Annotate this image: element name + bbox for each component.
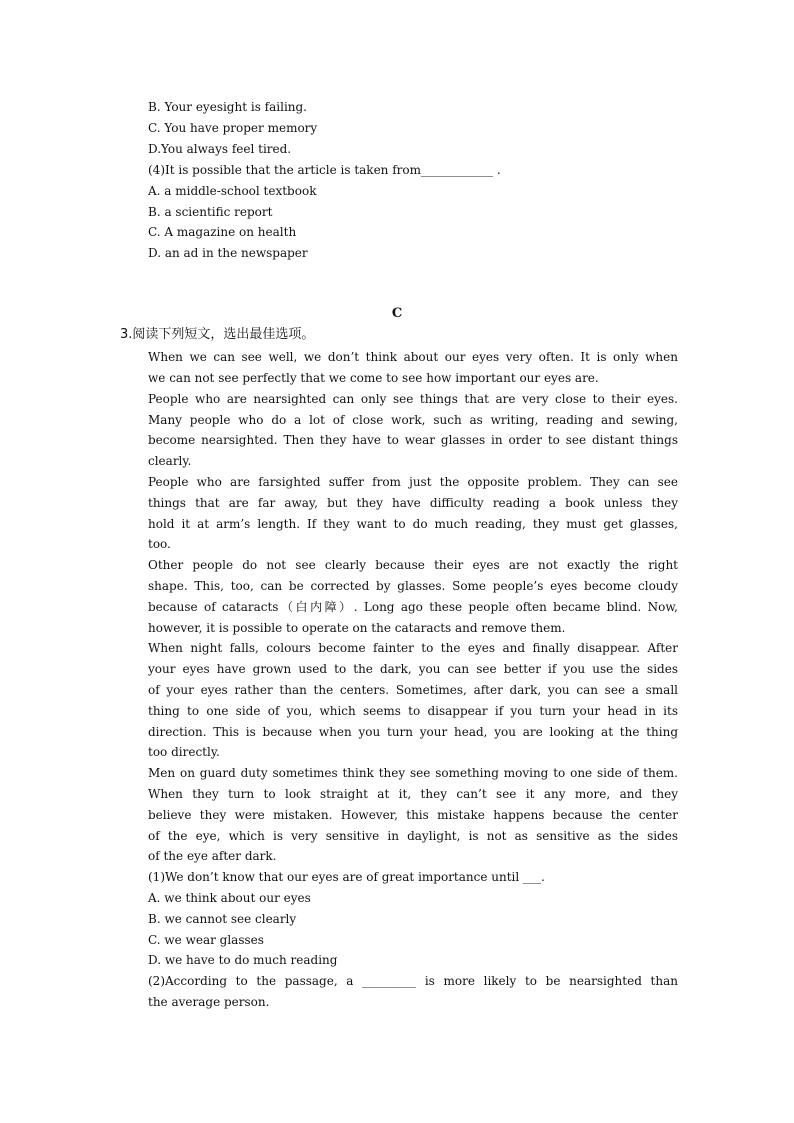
q1-option-c: C. we wear glasses — [148, 933, 264, 947]
passage-line: hold it at arm’s length. If they want to do much reading, they must get glasses, — [148, 517, 678, 531]
passage-line: of the eye after dark. — [148, 849, 277, 863]
passage-line: of the eye, which is very sensitive in daylight, is not as sensitive as the sides — [148, 829, 678, 843]
passage-line: however, it is possible to operate on the cataracts and remove them. — [148, 621, 566, 635]
q1-stem: (1)We don’t know that our eyes are of great importance until ___. — [148, 870, 545, 884]
prev-option-d: D.You always feel tired. — [148, 142, 292, 156]
passage-line: because of cataracts（白内障）. Long ago these people often became blind. Now, — [148, 600, 678, 614]
q2-stem: (2)According to the passage, a _________ is more likely to be nearsighted than — [148, 974, 678, 988]
q4-option-b: B. a scientific report — [148, 205, 273, 219]
passage-line: direction. This is because when you turn your head, you are looking at the thing — [148, 725, 678, 739]
passage-line: When night falls, colours become fainter to the eyes and finally disappear. After — [148, 641, 678, 655]
passage-line: clearly. — [148, 454, 192, 468]
q1-option-d: D. we have to do much reading — [148, 953, 338, 967]
passage-line: things that are far away, but they have difficulty reading a book unless they — [148, 496, 678, 510]
q4-option-c: C. A magazine on health — [148, 225, 297, 239]
passage-line: too. — [148, 537, 171, 551]
q1-option-a: A. we think about our eyes — [148, 891, 311, 905]
passage-line: too directly. — [148, 745, 220, 759]
passage-line: Other people do not see clearly because their eyes are not exactly the right — [148, 558, 678, 572]
passage-line: thing to one side of you, which seems to disappear if you turn your head in its — [148, 704, 678, 718]
passage-line: Many people who do a lot of close work, such as writing, reading and sewing, — [148, 413, 678, 427]
passage-line: shape. This, too, can be corrected by glasses. Some people’s eyes become cloudy — [148, 579, 678, 593]
passage-line: of your eyes rather than the centers. Sometimes, after dark, you can see a small — [148, 683, 678, 697]
q4-option-d: D. an ad in the newspaper — [148, 246, 308, 260]
prev-option-c: C. You have proper memory — [148, 121, 318, 135]
passage-line: become nearsighted. Then they have to wear glasses in order to see distant things — [148, 433, 678, 447]
passage-line: People who are farsighted suffer from just the opposite problem. They can see — [148, 475, 678, 489]
passage-line: When we can see well, we don’t think about our eyes very often. It is only when — [148, 350, 678, 364]
q4-stem: (4)It is possible that the article is taken from____________ . — [148, 163, 501, 177]
q4-option-a: A. a middle-school textbook — [148, 184, 317, 198]
passage-line: we can not see perfectly that we come to see how important our eyes are. — [148, 371, 599, 385]
section-instruction: 3.阅读下列短文，选出最佳选项。 — [120, 327, 315, 342]
q2-stem-cont: the average person. — [148, 995, 270, 1009]
passage-line: your eyes have grown used to the dark, you can see better if you use the sides — [148, 662, 678, 676]
prev-option-b: B. Your eyesight is failing. — [148, 100, 307, 114]
passage-line: believe they were mistaken. However, this mistake happens because the center — [148, 808, 678, 822]
section-heading: C — [391, 306, 403, 321]
passage-line: When they turn to look straight at it, they can’t see it any more, and they — [148, 787, 678, 801]
passage-line: People who are nearsighted can only see things that are very close to their eyes. — [148, 392, 678, 406]
passage-line: Men on guard duty sometimes think they see something moving to one side of them. — [148, 766, 678, 780]
q1-option-b: B. we cannot see clearly — [148, 912, 297, 926]
